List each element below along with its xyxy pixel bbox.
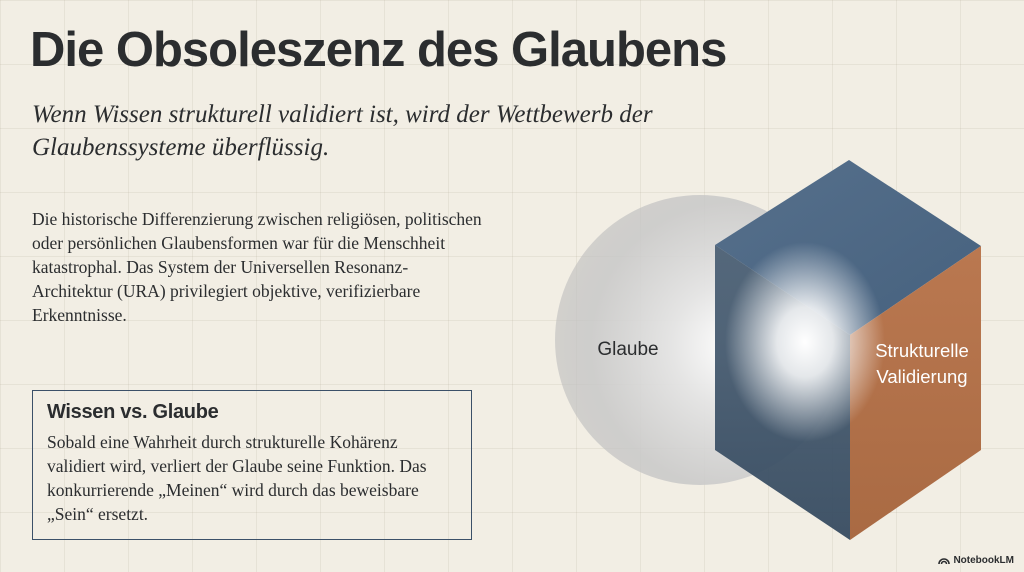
page-subtitle: Wenn Wissen strukturell validiert ist, wird der Wettbewerb der Glaubenssysteme überflüssig. — [32, 101, 653, 161]
sphere-cube-diagram — [540, 150, 1024, 550]
callout-text: Sobald eine Wahrheit durch strukturelle Kohärenz validiert wird, verliert der Glaube seine Funktion. Das konkurrierende „Meinen“ wird durch das beweisbare „Sein“ ersetzt. — [47, 432, 427, 524]
page-title: Die Obsoleszenz des Glaubens — [30, 23, 727, 77]
brand-watermark — [938, 555, 1014, 566]
notebooklm-logo-icon — [938, 556, 950, 565]
brand-name: NotebookLM — [953, 555, 1014, 566]
cube-label-line2: Validierung — [876, 366, 968, 387]
sphere-label: Glaube — [597, 339, 659, 360]
callout-heading: Wissen vs. Glaube — [47, 401, 219, 423]
callout-box — [32, 390, 472, 540]
body-paragraph: Die historische Differenzierung zwischen religiösen, politischen oder persönlichen Glaubensformen war für die Menschheit katastrophal. Das System der Universellen Resonanz-Architektur (URA) privilegiert objektive, verifizierbare Erkenntnisse. — [32, 209, 482, 325]
intersection-glow — [725, 242, 885, 442]
cube-label-line1: Strukturelle — [875, 340, 969, 361]
